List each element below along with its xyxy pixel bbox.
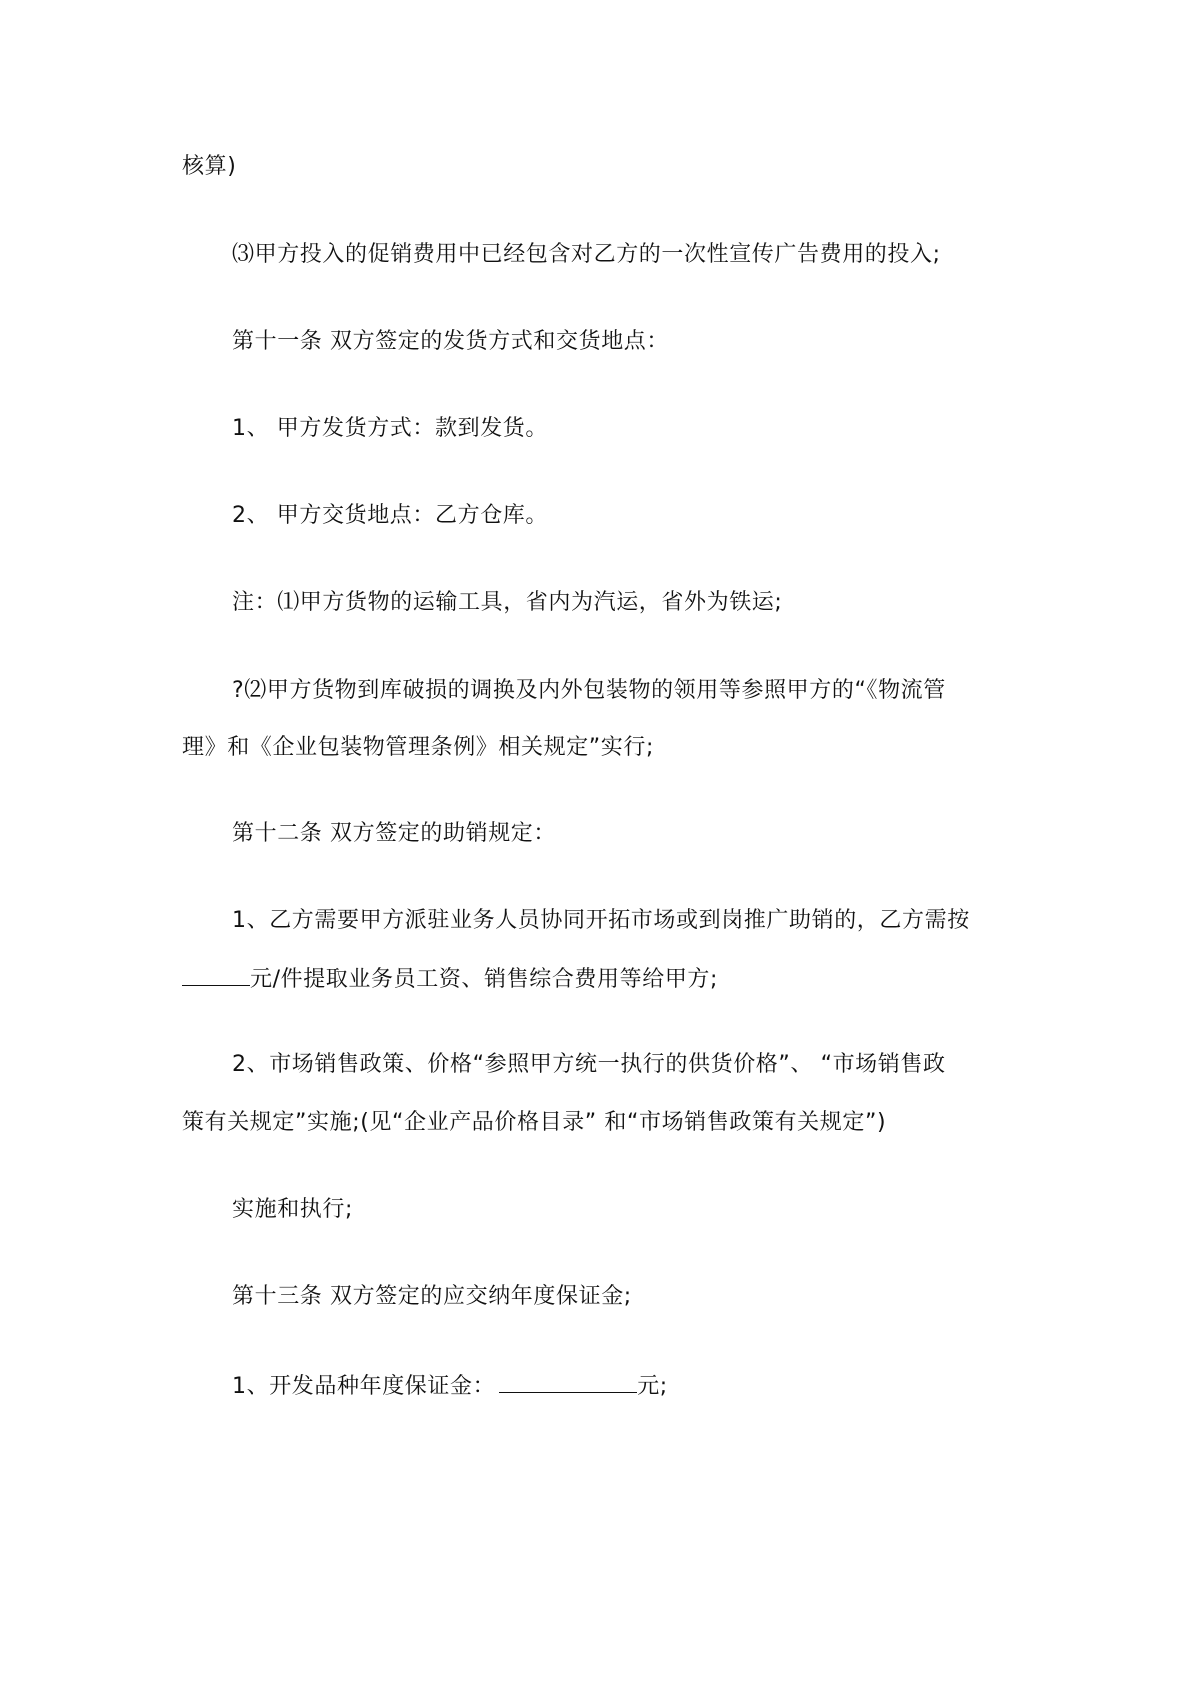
text-line-16-label: 1、开发品种年度保证金：: [232, 1374, 496, 1399]
article-12-heading: 第十二条 双方签定的助销规定：: [232, 821, 556, 846]
text-line-14: 实施和执行;: [232, 1197, 354, 1222]
fill-in-blank: [499, 1370, 637, 1393]
text-line-11-content: 元/件提取业务员工资、销售综合费用等给甲方;: [250, 967, 719, 992]
text-line-1: 核算): [182, 154, 237, 179]
note-line: 注：⑴甲方货物的运输工具，省内为汽运，省外为铁运;: [232, 590, 783, 615]
text-line-12: 2、市场销售政策、价格“参照甲方统一执行的供货价格”、 “市场销售政: [232, 1052, 946, 1077]
text-line-8: 理》和《企业包装物管理条例》相关规定”实行;: [182, 735, 655, 760]
text-line-2: ⑶甲方投入的促销费用中已经包含对乙方的一次性宣传广告费用的投入;: [232, 242, 941, 267]
text-line-16: [232, 1370, 1082, 1402]
text-line-5: 2、 甲方交货地点：乙方仓库。: [232, 503, 548, 528]
text-line-13: 策有关规定”实施;(见“企业产品价格目录” 和“市场销售政策有关规定”): [182, 1110, 887, 1135]
text-line-7: ?⑵甲方货物到库破损的调换及内外包装物的领用等参照甲方的“《物流管: [232, 678, 946, 703]
article-11-heading: 第十一条 双方签定的发货方式和交货地点：: [232, 329, 669, 354]
text-line-11: [182, 963, 1032, 995]
article-13-heading: 第十三条 双方签定的应交纳年度保证金;: [232, 1284, 632, 1309]
text-line-16-unit: 元;: [637, 1374, 668, 1399]
text-line-10: 1、乙方需要甲方派驻业务人员协同开拓市场或到岗推广助销的，乙方需按: [232, 908, 970, 933]
text-line-4: 1、 甲方发货方式：款到发货。: [232, 416, 548, 441]
fill-in-blank: [182, 963, 250, 986]
